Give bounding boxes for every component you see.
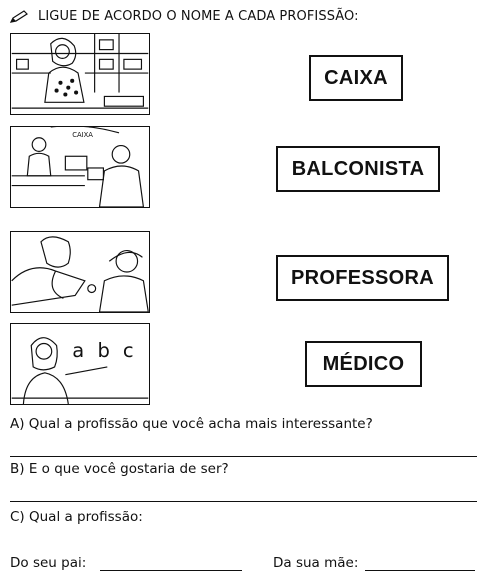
- letter-c: c: [122, 339, 134, 363]
- label-mae: Da sua mãe:: [273, 555, 359, 571]
- word-professora[interactable]: PROFESSORA: [276, 255, 449, 301]
- question-c: C) Qual a profissão:: [10, 509, 143, 525]
- label-pai: Do seu pai:: [10, 555, 87, 571]
- answer-line-pai[interactable]: [100, 570, 242, 571]
- instruction-text: LIGUE DE ACORDO O NOME A CADA PROFISSÃO:: [38, 9, 359, 24]
- picture-teacher: [10, 323, 150, 405]
- letter-a: a: [72, 339, 85, 363]
- word-medico[interactable]: MÉDICO: [305, 341, 422, 387]
- picture-clerk: [10, 126, 150, 208]
- answer-line-a[interactable]: [10, 456, 477, 457]
- answer-line-mae[interactable]: [365, 570, 475, 571]
- letter-b: b: [97, 339, 110, 363]
- question-a: A) Qual a profissão que você acha mais interessante?: [10, 416, 373, 432]
- answer-line-b[interactable]: [10, 501, 477, 502]
- picture-doctor: [10, 231, 150, 313]
- pencil-icon: [9, 10, 29, 24]
- caixa-sign-text: CAIXA: [72, 130, 93, 139]
- picture-cashier: [10, 33, 150, 115]
- word-caixa[interactable]: CAIXA: [309, 55, 403, 101]
- question-b: B) E o que você gostaria de ser?: [10, 461, 229, 477]
- word-balconista[interactable]: BALCONISTA: [276, 146, 440, 192]
